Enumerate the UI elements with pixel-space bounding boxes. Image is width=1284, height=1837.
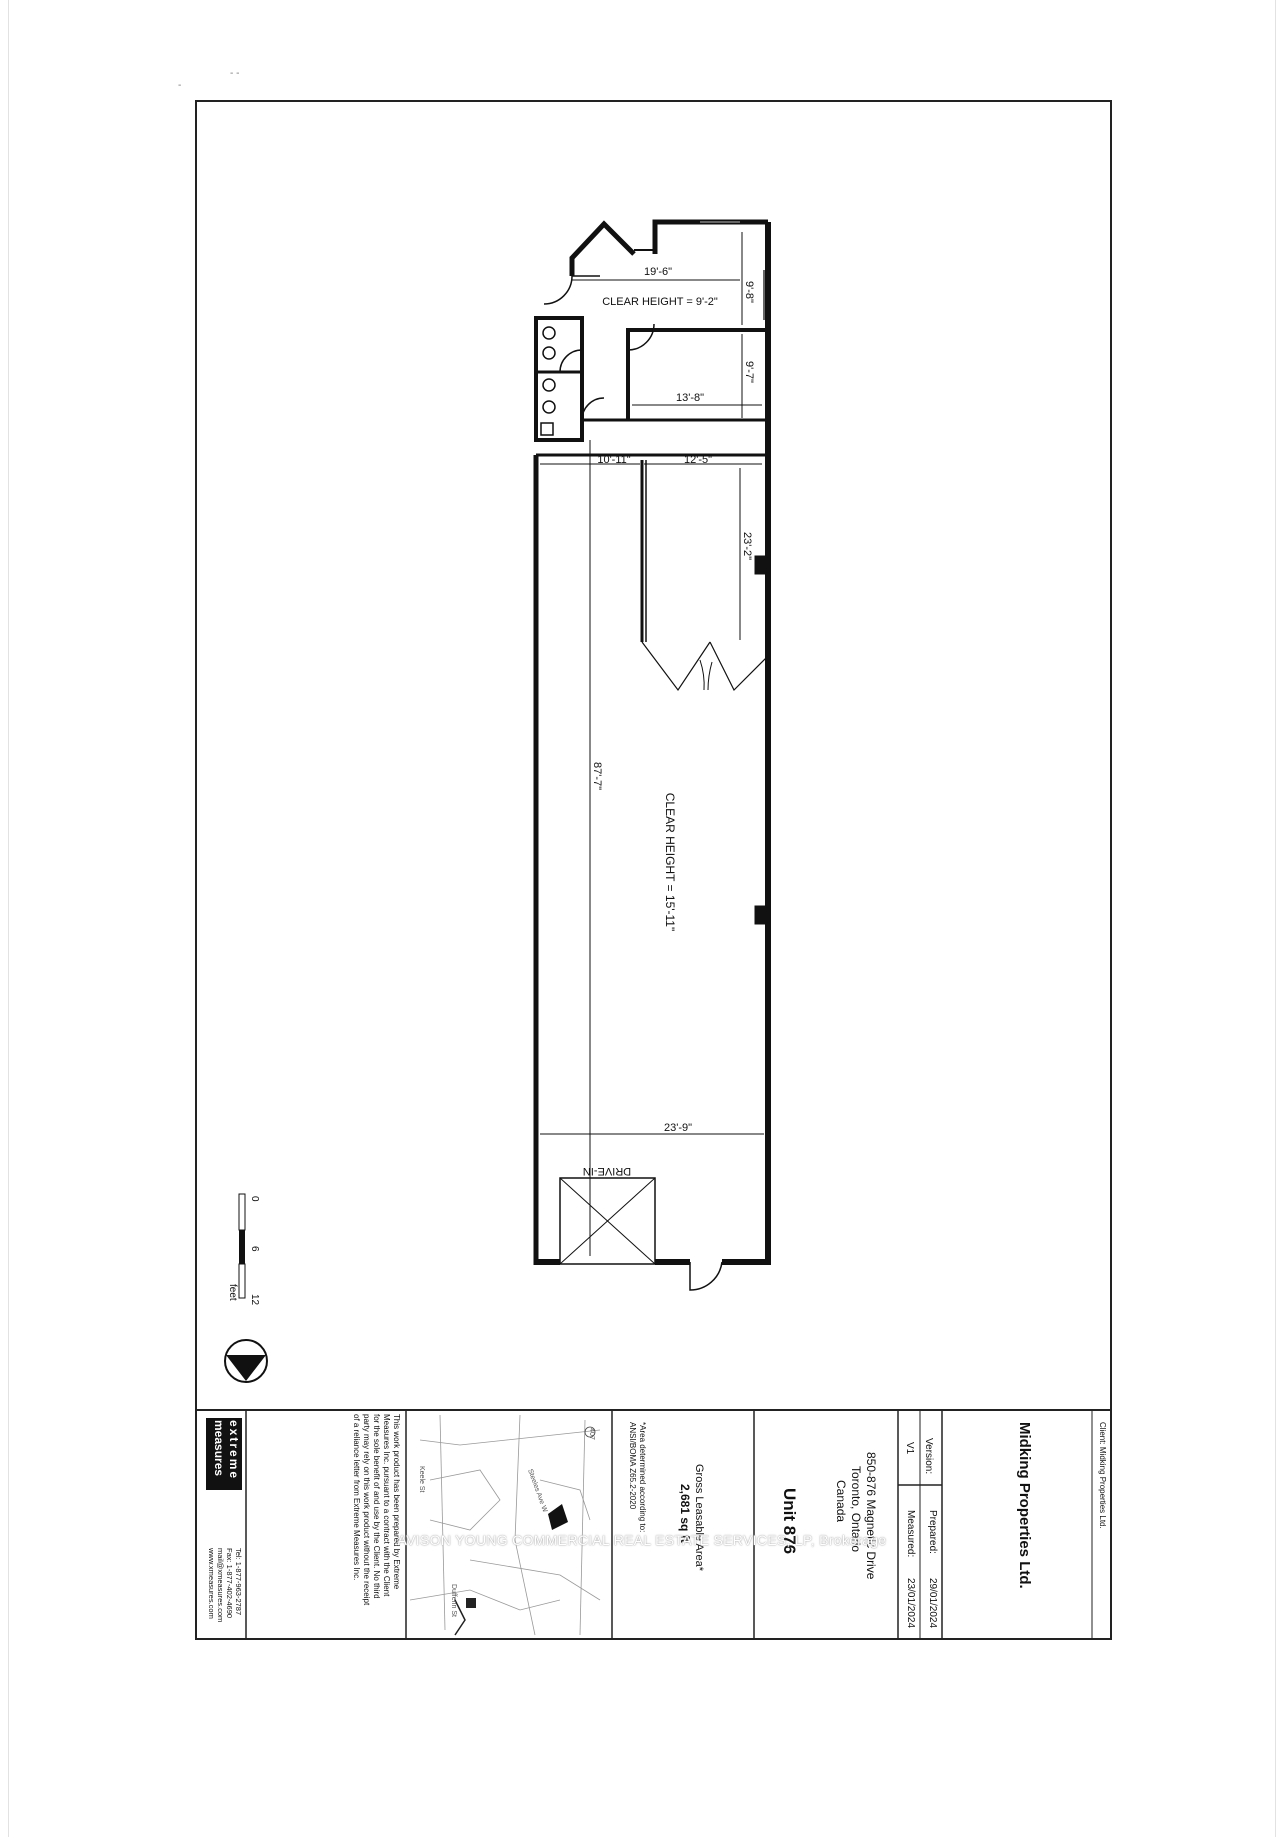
contact-web: www.xmeasures.com bbox=[207, 1548, 216, 1619]
measured-label: Measured: bbox=[905, 1510, 916, 1558]
north-arrow-icon bbox=[225, 1340, 267, 1382]
title-text bbox=[628, 1422, 1107, 1628]
scale-12: 12 bbox=[249, 1294, 260, 1306]
wall-office-top2 bbox=[655, 222, 768, 254]
contact-tel: Tel: 1-877-963-2787 bbox=[234, 1548, 243, 1616]
door-swing bbox=[560, 350, 582, 372]
map-label-407: 407 bbox=[588, 1428, 595, 1440]
map-label-steeles: Steeles Ave W bbox=[526, 1468, 549, 1514]
prepared-label: Prepared: bbox=[927, 1510, 938, 1554]
area-note-2: ANSI/BOMA Z65.2-2020 bbox=[628, 1422, 637, 1510]
prepared-value: 29/01/2024 bbox=[927, 1578, 938, 1629]
address-line-3: Canada bbox=[834, 1480, 848, 1523]
version-value: V1 bbox=[904, 1442, 915, 1455]
disclaimer-line-2: Measures Inc. pursuant to a contract with the Client bbox=[382, 1414, 391, 1597]
address-line-1: 850-876 Magnetic Drive bbox=[864, 1452, 878, 1580]
top-clear-height: CLEAR HEIGHT = 9'-2" bbox=[602, 296, 718, 308]
contact-fax: Fax: 1-877-402-4690 bbox=[225, 1548, 234, 1619]
scale-0: 0 bbox=[249, 1196, 260, 1202]
dim-19-6: 19'-6" bbox=[643, 266, 673, 278]
disclaimer-line-5: of a reliance letter from Extreme Measures Inc. bbox=[352, 1414, 361, 1581]
brokerage-watermark: AVISON YOUNG COMMERCIAL REAL ESTATE SERVICES, LP, Brokerage bbox=[397, 1532, 887, 1548]
map-label-keele: Keele St bbox=[418, 1466, 425, 1493]
sink-icon bbox=[541, 423, 553, 435]
logo-line-1: extreme bbox=[227, 1420, 241, 1481]
floor-plan bbox=[534, 222, 771, 1290]
contact-info bbox=[207, 1547, 243, 1622]
map-labels bbox=[418, 1428, 595, 1617]
area-value: 2,681 sq ft bbox=[678, 1484, 692, 1543]
area-note-1: *Area determined according to: bbox=[638, 1422, 647, 1533]
dimension-lines bbox=[540, 232, 764, 1256]
scale-unit: feet bbox=[227, 1284, 238, 1301]
dim-87-7: 87'-7" bbox=[591, 761, 603, 791]
column bbox=[755, 556, 768, 574]
main-clear-height: CLEAR HEIGHT = 15'-11" bbox=[663, 792, 677, 932]
disclaimer-line-3: for the sole benefit of and use by the Client. No third bbox=[372, 1414, 381, 1599]
title-block bbox=[196, 1410, 1111, 1639]
disclaimer-line-4: party may rely on this work product without the receipt bbox=[362, 1414, 371, 1606]
measured-value: 23/01/2024 bbox=[905, 1578, 916, 1629]
double-door bbox=[642, 642, 768, 690]
unit-title: Unit 876 bbox=[780, 1488, 799, 1555]
plan-labels bbox=[583, 266, 755, 1177]
dim-10-11: 10'-11" bbox=[597, 454, 631, 466]
toilet-icon bbox=[543, 327, 555, 339]
column bbox=[755, 906, 768, 924]
scale-bar bbox=[227, 1194, 260, 1306]
wall-office-top bbox=[572, 224, 634, 276]
toilet-icon bbox=[543, 379, 555, 391]
address-line-2: Toronto, Ontario bbox=[849, 1466, 863, 1553]
double-door-inner bbox=[700, 660, 712, 690]
disclaimer-line-1: This work product has been prepared by Extreme bbox=[392, 1414, 401, 1590]
scale-6: 6 bbox=[249, 1246, 260, 1252]
client-name: Midking Properties Ltd. bbox=[1016, 1422, 1033, 1589]
scan-mark: - bbox=[178, 80, 182, 91]
restroom-block bbox=[536, 318, 582, 440]
contact-email: mail@xmeasures.com bbox=[216, 1548, 225, 1623]
dim-12-5: 12'-5" bbox=[683, 454, 713, 466]
dim-13-8: 13'-8" bbox=[675, 392, 705, 404]
scan-mark: - - bbox=[230, 68, 240, 79]
man-door-swing bbox=[690, 1262, 722, 1290]
area-label: Gross Leasable Area* bbox=[693, 1464, 705, 1572]
dim-23-9: 23'-9" bbox=[663, 1122, 693, 1134]
disclaimer bbox=[352, 1414, 401, 1606]
drive-in-label: DRIVE-IN bbox=[582, 1165, 632, 1177]
toilet-icon bbox=[543, 401, 555, 413]
client-small: Client: Midking Properties Ltd. bbox=[1098, 1422, 1107, 1529]
door-swing bbox=[628, 324, 654, 350]
dim-23-2: 23'-2" bbox=[741, 531, 753, 561]
dim-9-8: 9'-8" bbox=[743, 281, 755, 303]
company-logo bbox=[206, 1418, 242, 1490]
version-label: Version: bbox=[923, 1438, 934, 1475]
logo-line-2: measures bbox=[212, 1420, 226, 1477]
location-map bbox=[410, 1415, 600, 1635]
door-swing bbox=[544, 276, 572, 304]
map-label-dufferin: Dufferin St bbox=[450, 1584, 457, 1617]
door-swing bbox=[582, 398, 604, 420]
toilet-icon bbox=[543, 347, 555, 359]
dim-9-7: 9'-7" bbox=[743, 361, 755, 383]
